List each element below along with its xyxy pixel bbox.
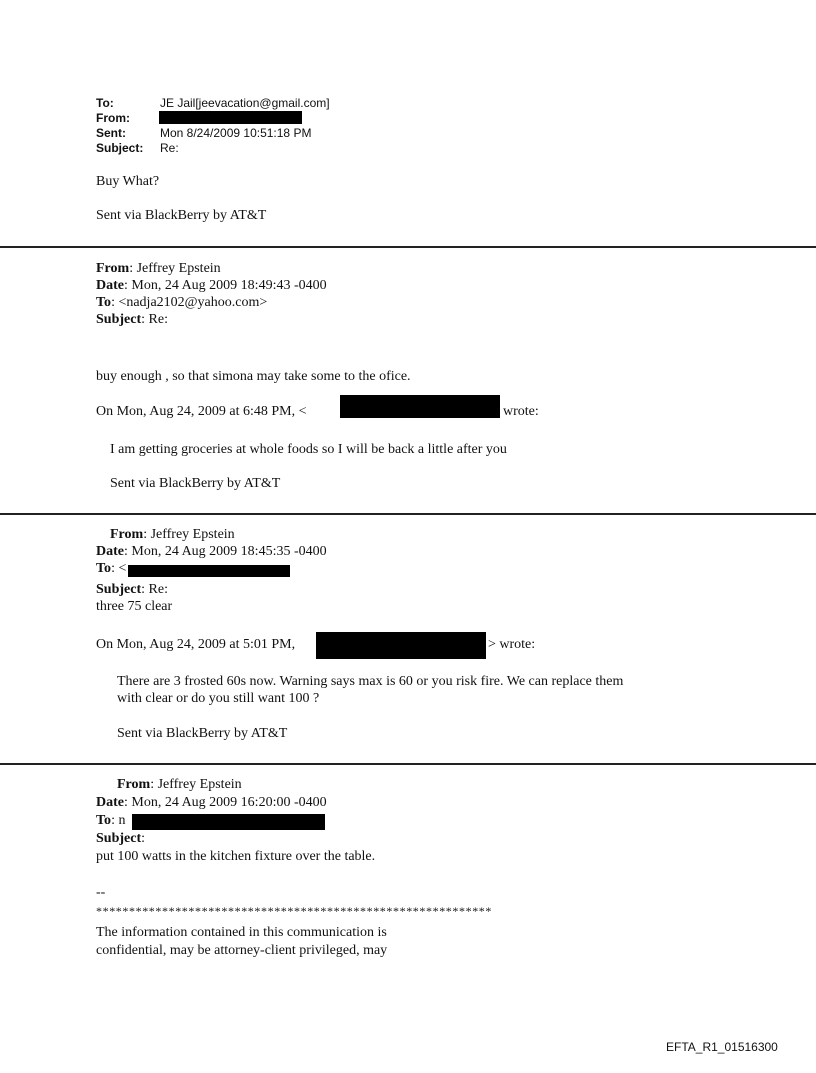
quote-intro-wrote: > wrote: — [488, 637, 536, 652]
quoted-text: I am getting groceries at whole foods so I will be back a little after you — [110, 442, 507, 457]
from-value: : Jeffrey Epstein — [129, 261, 221, 276]
sent-value: Mon 8/24/2009 10:51:18 PM — [160, 126, 312, 140]
to-value: : n — [111, 813, 126, 828]
subject-label: Subject — [96, 312, 142, 327]
redaction-box — [316, 632, 486, 659]
subject-value: Re: — [160, 141, 179, 155]
from-value: : Jeffrey Epstein — [143, 527, 235, 542]
message-body: three 75 clear — [96, 599, 173, 614]
date-value: : Mon, 24 Aug 2009 18:49:43 -0400 — [124, 278, 327, 293]
subject-value: : Re: — [141, 312, 168, 327]
quote-intro: On Mon, Aug 24, 2009 at 5:01 PM, — [96, 637, 296, 652]
to-value: : < — [111, 561, 127, 576]
redaction-box — [340, 395, 500, 418]
subject-value: : Re: — [141, 582, 168, 597]
from-value: : Jeffrey Epstein — [150, 777, 242, 792]
quoted-text: with clear or do you still want 100 ? — [117, 691, 320, 706]
from-label: From — [110, 527, 144, 542]
divider — [0, 246, 816, 248]
signature-stars: ************************************************************ — [96, 904, 492, 918]
signature-dashes: -- — [96, 885, 106, 900]
divider — [0, 763, 816, 765]
date-value: : Mon, 24 Aug 2009 18:45:35 -0400 — [124, 544, 327, 559]
date-label: Date — [96, 544, 124, 559]
message-body: Buy What? — [96, 174, 160, 189]
subject-label: Subject: — [96, 141, 144, 155]
redaction-box — [128, 565, 290, 577]
to-label: To — [96, 813, 112, 828]
disclaimer-text: The information contained in this communication is — [96, 925, 387, 940]
message-body: buy enough , so that simona may take some to the ofice. — [96, 369, 411, 384]
divider — [0, 513, 816, 515]
date-value: : Mon, 24 Aug 2009 16:20:00 -0400 — [124, 795, 327, 810]
subject-value: : — [141, 831, 146, 846]
disclaimer-text: confidential, may be attorney-client privileged, may — [96, 943, 388, 958]
date-label: Date — [96, 795, 124, 810]
from-label: From — [117, 777, 151, 792]
redaction-box — [159, 111, 302, 124]
subject-label: Subject — [96, 831, 142, 846]
date-label: Date — [96, 278, 124, 293]
quoted-text: There are 3 frosted 60s now. Warning says max is 60 or you risk fire. We can replace them — [117, 674, 624, 689]
quote-intro-wrote: wrote: — [503, 404, 539, 419]
to-label: To — [96, 561, 112, 576]
to-value: JE Jail[jeevacation@gmail.com] — [160, 96, 330, 110]
to-label: To — [96, 295, 112, 310]
sent-label: Sent: — [96, 126, 126, 140]
message-signature: Sent via BlackBerry by AT&T — [96, 208, 267, 223]
message-body: put 100 watts in the kitchen fixture over the table. — [96, 849, 376, 864]
quote-intro: On Mon, Aug 24, 2009 at 6:48 PM, < — [96, 404, 307, 419]
document-id: EFTA_R1_01516300 — [666, 1040, 778, 1054]
quoted-signature: Sent via BlackBerry by AT&T — [117, 726, 288, 741]
to-label: To: — [96, 96, 114, 110]
redaction-box — [132, 814, 325, 830]
quoted-signature: Sent via BlackBerry by AT&T — [110, 476, 281, 491]
from-label: From: — [96, 111, 130, 125]
to-value: : <nadja2102@yahoo.com> — [111, 295, 268, 310]
subject-label: Subject — [96, 582, 142, 597]
from-label: From — [96, 261, 130, 276]
